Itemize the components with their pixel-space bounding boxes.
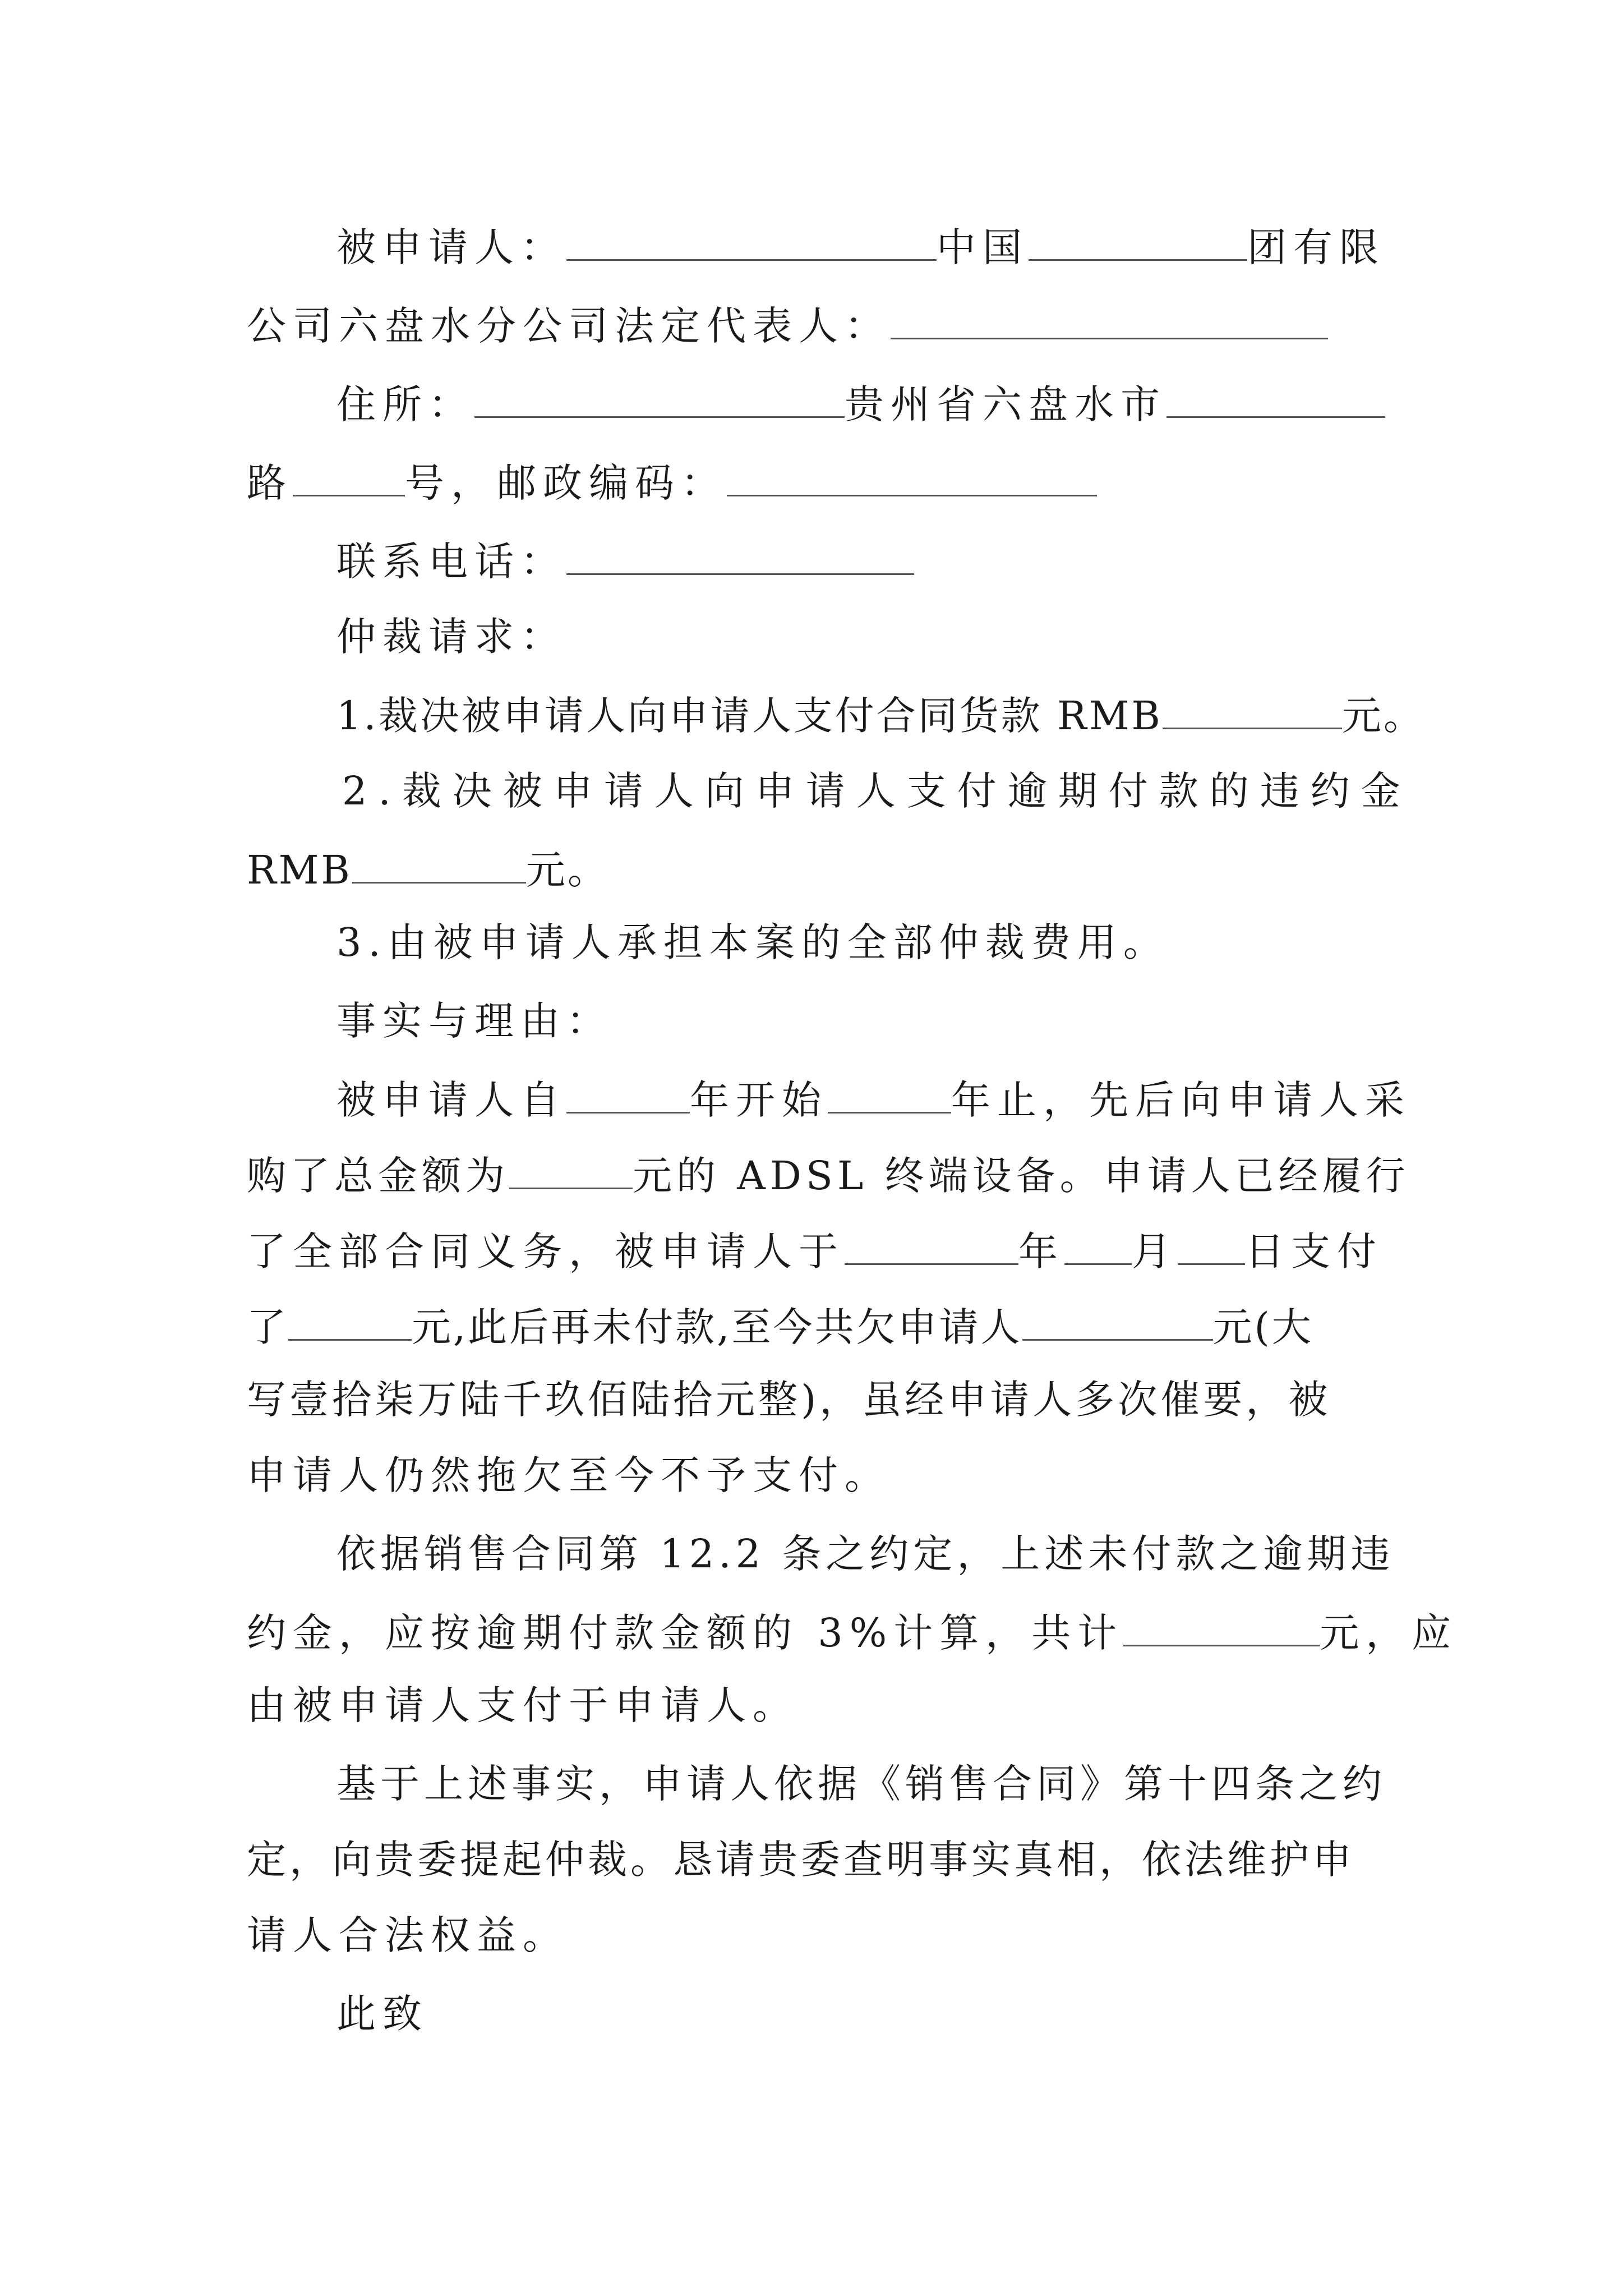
phone-label: 联系电话：: [336, 539, 566, 585]
facts-p2-line-1: 依据销售合同第 12.2 条之约定，上述未付款之逾期违: [336, 1531, 1395, 1577]
facts-text: 元,此后再未付款,至今共欠申请人: [412, 1304, 1022, 1350]
facts-p3-line-3: 请人合法权益。: [247, 1912, 569, 1958]
facts-p3-line-2: 定，向贵委提起仲裁。恳请贵委查明事实真相，依法维护申: [247, 1837, 1355, 1883]
claim-item-3: 3.由被申请人承担本案的全部仲裁费用。: [336, 919, 1169, 965]
blank-field[interactable]: [1064, 1223, 1132, 1265]
claim-item-2-cont: [247, 841, 609, 892]
facts-p1-line-5: 写壹拾柒万陆千玖佰陆拾元整)，虽经申请人多次催要，被: [247, 1377, 1331, 1423]
facts-p2-line-3: 由被申请人支付于申请人。: [247, 1682, 799, 1728]
blank-field[interactable]: [1163, 687, 1342, 729]
facts-p2-line-2: [247, 1604, 1458, 1655]
claim-1-text: 元。: [1341, 693, 1425, 739]
blank-field[interactable]: [566, 219, 937, 261]
blank-field[interactable]: [828, 1071, 951, 1114]
facts-p1-line-3: [247, 1223, 1383, 1273]
blank-field[interactable]: [566, 533, 914, 575]
address-road: 路: [247, 460, 293, 506]
facts-text: 约金，应按逾期付款金额的 3%计算，共计: [247, 1610, 1124, 1656]
legal-representative-label: 公司六盘水分公司法定代表人：: [247, 303, 891, 349]
claim-item-2: 2.裁决被申请人向申请人支付逾期付款的违约金: [342, 768, 1412, 814]
blank-field[interactable]: [509, 1147, 633, 1189]
blank-field[interactable]: [727, 454, 1097, 496]
respondent-company-text: 团有限: [1247, 224, 1385, 270]
address-city: 贵州省六盘水市: [845, 381, 1166, 427]
facts-p1-line-4: [247, 1299, 1313, 1349]
phone-line: [336, 533, 914, 583]
facts-text: 购了总金额为: [247, 1153, 509, 1199]
facts-text: 月: [1132, 1228, 1178, 1274]
facts-text: 日支付: [1245, 1228, 1383, 1274]
closing-salutation: 此致: [336, 1991, 428, 2037]
facts-text: 元(大: [1212, 1304, 1313, 1350]
blank-field[interactable]: [293, 454, 405, 496]
blank-field[interactable]: [1029, 219, 1247, 261]
blank-field[interactable]: [288, 1299, 412, 1341]
facts-p1-line-6: 申请人仍然拖欠至今不予支付。: [247, 1452, 891, 1498]
facts-heading: 事实与理由：: [336, 998, 612, 1044]
address-line-1: [336, 376, 1385, 426]
facts-p1-line-1: [336, 1071, 1411, 1122]
blank-field[interactable]: [1178, 1223, 1245, 1265]
facts-text: 年: [1018, 1228, 1064, 1274]
blank-field[interactable]: [891, 297, 1328, 339]
blank-field[interactable]: [1022, 1299, 1213, 1341]
claim-2-rmb: RMB: [247, 847, 352, 893]
respondent-company-text: 中国: [937, 224, 1029, 270]
address-label: 住所：: [336, 381, 474, 427]
postcode-label: 号，邮政编码：: [405, 460, 727, 506]
blank-field[interactable]: [352, 841, 526, 884]
claim-item-1: [336, 687, 1425, 738]
blank-field[interactable]: [845, 1223, 1018, 1265]
claims-heading: 仲裁请求：: [336, 614, 566, 660]
blank-field[interactable]: [1166, 376, 1385, 418]
facts-text: 年开始: [690, 1077, 828, 1123]
facts-text: 元的 ADSL 终端设备。申请人已经履行: [633, 1153, 1410, 1199]
facts-text: 被申请人自: [336, 1077, 566, 1123]
respondent-line-2: [247, 297, 1328, 348]
address-line-2: [247, 454, 1097, 505]
claim-2-text: 元。: [525, 847, 609, 893]
facts-text: 年止，先后向申请人采: [951, 1077, 1411, 1123]
facts-p1-line-2: [247, 1147, 1410, 1198]
facts-text: 了全部合同义务，被申请人于: [247, 1228, 845, 1274]
facts-text: 了: [247, 1304, 288, 1350]
blank-field[interactable]: [474, 376, 845, 418]
facts-p3-line-1: 基于上述事实，申请人依据《销售合同》第十四条之约: [336, 1761, 1386, 1807]
blank-field[interactable]: [566, 1071, 690, 1114]
respondent-line-1: [336, 219, 1385, 269]
claim-1-text: 1.裁决被申请人向申请人支付合同货款 RMB: [336, 693, 1163, 739]
blank-field[interactable]: [1123, 1604, 1320, 1646]
respondent-label: 被申请人：: [336, 224, 566, 270]
facts-text: 元，应: [1320, 1610, 1458, 1656]
